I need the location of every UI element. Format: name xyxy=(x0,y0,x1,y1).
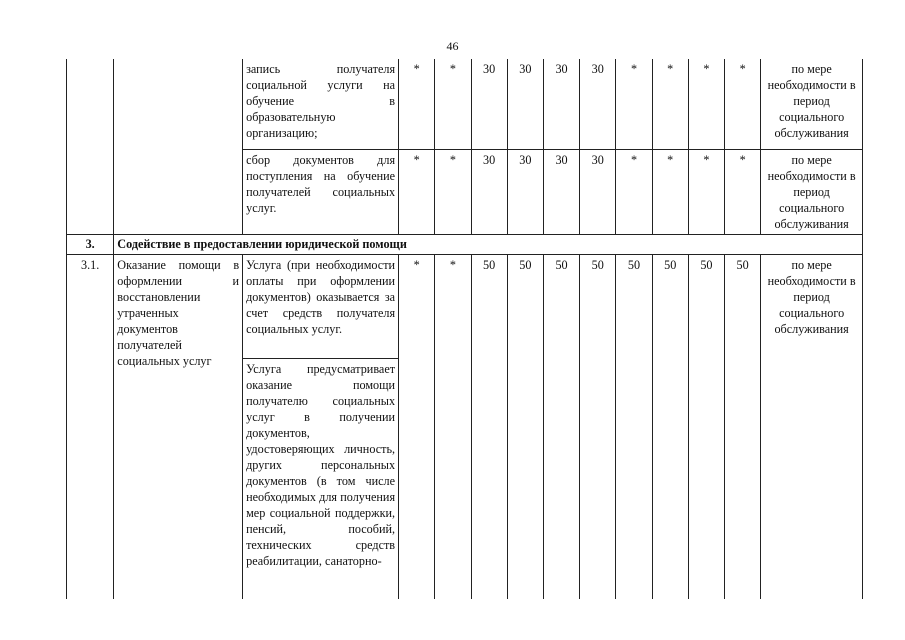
value-cell: * xyxy=(652,59,688,149)
value-cell: * xyxy=(616,149,652,234)
value-cell: 30 xyxy=(507,149,543,234)
value-cell: * xyxy=(399,59,435,149)
section-row xyxy=(67,234,863,254)
value-cell: * xyxy=(688,149,724,234)
value-cell: 30 xyxy=(580,59,616,149)
value-cell: 50 xyxy=(688,254,724,599)
term-cell: по мере необходимости в период социального обслуживания xyxy=(761,59,863,149)
table-row xyxy=(67,254,863,358)
value-cell: 50 xyxy=(543,254,579,599)
name-cell-empty xyxy=(114,59,243,234)
value-cell: 30 xyxy=(471,149,507,234)
service-description: Услуга (при необходимости оплаты при оформлении документов) оказывается за счет средств получателя социальных услуг. xyxy=(243,254,399,358)
value-cell: * xyxy=(725,59,761,149)
value-cell: * xyxy=(435,59,471,149)
services-table xyxy=(66,59,863,599)
value-cell: * xyxy=(725,149,761,234)
page-number: 46 xyxy=(446,39,459,53)
value-cell: 50 xyxy=(580,254,616,599)
value-cell: 50 xyxy=(471,254,507,599)
value-cell: 30 xyxy=(471,59,507,149)
section-title: Содействие в предоставлении юридической помощи xyxy=(114,234,863,254)
value-cell: 50 xyxy=(725,254,761,599)
value-cell: 30 xyxy=(507,59,543,149)
value-cell: * xyxy=(435,254,471,599)
value-cell: * xyxy=(399,149,435,234)
service-description: сбор документов для поступления на обучение получателей социальных услуг. xyxy=(243,149,399,234)
value-cell: 50 xyxy=(616,254,652,599)
term-cell: по мере необходимости в период социального обслуживания xyxy=(761,149,863,234)
number-cell-empty xyxy=(67,59,114,234)
table-row xyxy=(67,59,863,149)
value-cell: * xyxy=(435,149,471,234)
value-cell: 30 xyxy=(543,149,579,234)
value-cell: 50 xyxy=(652,254,688,599)
value-cell: 30 xyxy=(580,149,616,234)
value-cell: * xyxy=(688,59,724,149)
term-cell: по мере необходимости в период социального обслуживания xyxy=(761,254,863,599)
services-table-fragment xyxy=(66,59,863,599)
service-description: запись получателя социальной услуги на обучение в образовательную организацию; xyxy=(243,59,399,149)
service-description: Услуга предусматривает оказание помощи получателю социальных услуг в получении документов, удостоверяющих личность, других персональных документов (в том числе необходимых для получения мер социальной поддержки, пенсий, пособий, технических средств реабилитации, санаторно- xyxy=(243,358,399,599)
value-cell: * xyxy=(399,254,435,599)
value-cell: * xyxy=(652,149,688,234)
section-number: 3. xyxy=(67,234,114,254)
item-name: Оказание помощи в оформлении и восстановлении утраченных документов получателей социальных услуг xyxy=(114,254,243,599)
value-cell: 50 xyxy=(507,254,543,599)
item-number: 3.1. xyxy=(67,254,114,599)
value-cell: 30 xyxy=(543,59,579,149)
value-cell: * xyxy=(616,59,652,149)
